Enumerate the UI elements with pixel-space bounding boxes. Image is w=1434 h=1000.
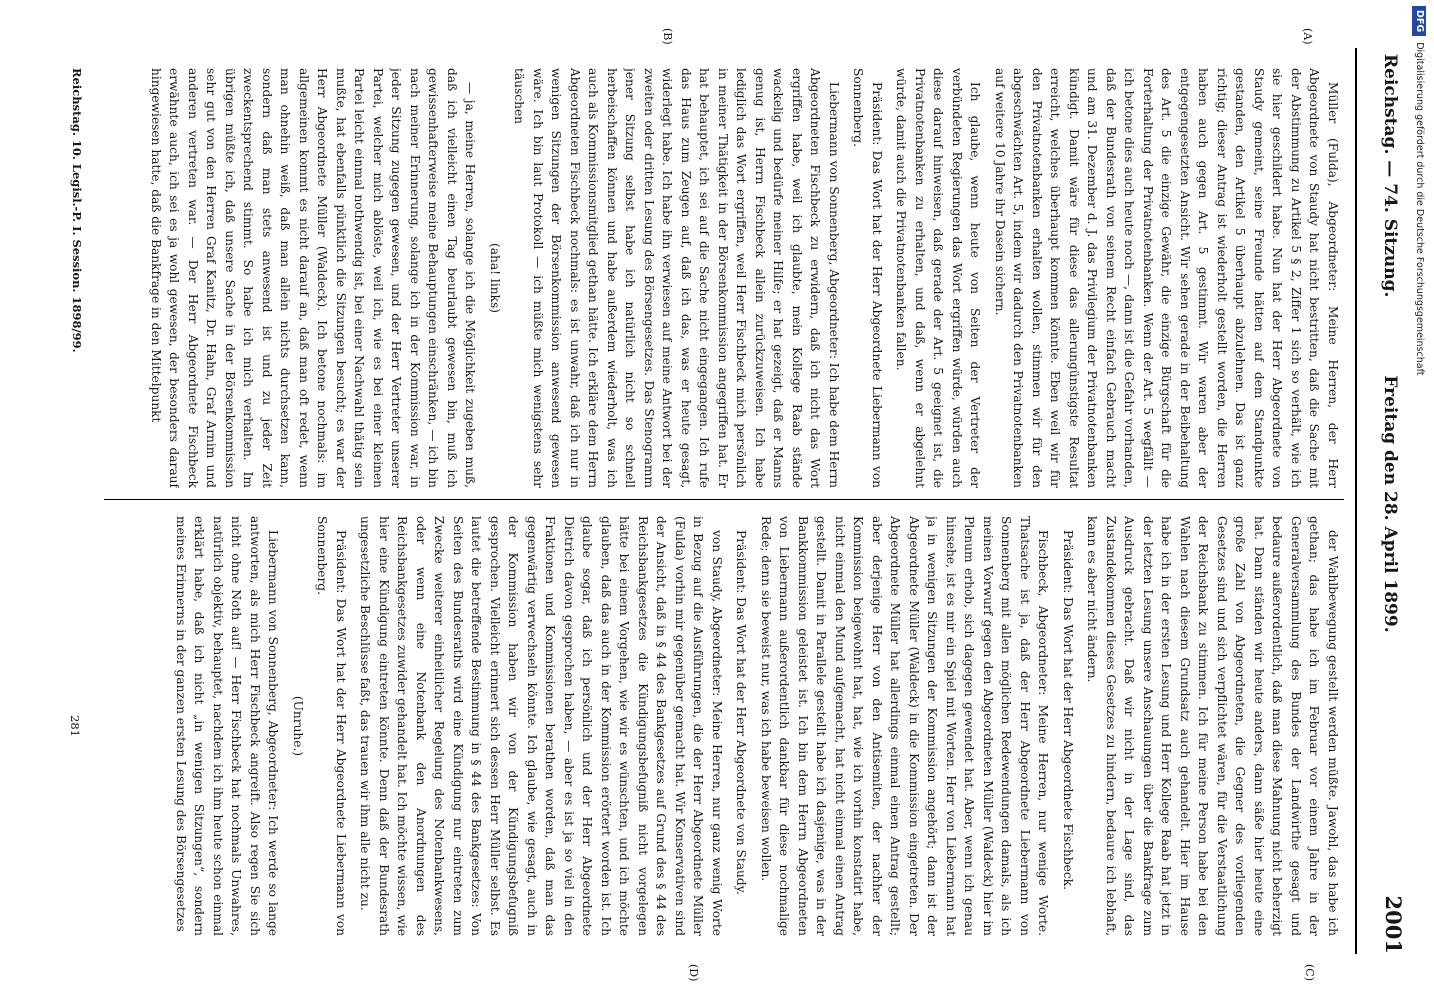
paragraph: Präsident: Das Wort hat der Herr Abgeordnete Liebermann von Sonnenberg. (315, 516, 348, 936)
paragraph: Liebermann von Sonnenberg, Abgeordneter: Ich habe dem Herrn Abgeordneten Fischbeck zu erwidern, daß ich nicht das Wort ergriffen habe, weil ich glaubte, mein Kollege Raab stände wackelig und bedürfe meiner Hilfe; er hat gezeigt, daß er Manns genug ist, Herrn Fischbeck allein zurückzuweisen. Ich habe lediglich das Wort ergriffen, weil Herr Fischbeck mich persönlich in meiner Thätigkeit in der Börsenkommission angegriffen hat. Er hat behauptet, ich sei auf die Sache nicht eingegangen. Ich rufe das Haus zum Zeugen auf, daß ich das, was er heute gesagt, widerlegt habe. Ich habe ihn verwiesen auf meine Antwort bei der zweiten oder dritten Lesung des Börsengesetzes. Das Stenogramm jener Sitzung selbst habe ich natürlich nicht so schnell herbeischaffen können und habe außerdem wiederholt, was ich auch als Kommissionsmitglied gethan hätte. Ich erkläre dem Herrn Abgeordneten Fischbeck nochmals: es ist unwahr, daß ich nur in wenigen Sitzungen der Börsenkommission anwesend gewesen wäre. Ich bin laut Protokoll — ich müßte mich wenigstens sehr täuschen (512, 68, 841, 488)
interjection: (Unruhe.) (291, 695, 305, 757)
paragraph: — ja, meine Herren, solange ich die Möglichkeit zugeben muß, daß ich vielleicht einen Tag beurlaubt gewesen bin, muß ich gewissenhafterweise meine Behauptungen einschränken, — ich bin nach meiner Erinnerung, solange ich in der Kommission war, in jeder Sitzung zugegen gewesen, und der Herr Vertreter unserer Partei, welcher mich ablöste, weil ich, wie es bei einer kleinen Partei leicht einmal nothwendig ist, bei einer Nachwahl thätig sein mußte, hat ebenfalls pünktlich die Sitzungen besucht; es war der Herr Abgeordnete Müller (Waldeck). Ich betone nochmals: im allgemeinen kommt es nicht darauf an, daß man oft redet, wenn man ohnehin weiß, daß man allein nichts durchsetzen kann, sondern daß man stets anwesend ist und zu jeder Zeit zweckentsprechend stimmt. So habe ich mich verhalten. Im übrigen müßte ich, daß unsere Sache in der Börsenkommission sehr gut von den Herren Graf Kanitz, Dr. Hahn, Graf Arnim und anderen vertreten war. — Der Herr Abgeordnete Fischbeck erwähnte auch, ich sei es ja wohl gewesen, der besonders darauf hingewiesen hatte, daß die Bankfrage in den Mittelpunkt (149, 68, 478, 488)
paragraph: der Wahlbewegung gestellt werden müßte. Jawohl, das habe ich gethan; das habe ich im Februar vor einem Jahre in der Generalversammlung des Bundes der Landwirthe gesagt und bedaure außerordentlich, daß man diese Mahnung nicht beherzigt hat. Dann ständen wir heute anders, dann säße hier heute eine große Zahl von Abgeordneten, die Gegner des vorliegenden Gesetzes sind und sich verpflichtet wären, für die Verstaatlichung der Reichsbank zu stimmen. Ich für meine Person habe bei den Wahlen nach diesem Grundsatz auch gehandelt. Hier im Hause habe ich in der ersten Lesung und Herr Kollege Raab hat jetzt in der letzten Lesung unsere Anschauungen über die Bankfrage zum Ausdruck gebracht. Daß wir nicht in der Lage sind, das Zustandekommen dieses Gesetzes zu hindern, bedaure ich lebhaft, kann es aber nicht ändern. (1085, 516, 1340, 936)
paragraph: Ich glaube, wenn heute von Seiten der Vertreter der verbündeten Regierungen das Wort ergriffen würde, würden auch diese darauf hinweisen, daß gerade der Art. 5 geeignet ist, die Privatnotenbanken zu erhalten, und daß, wenn er abgelehnt würde, damit auch die Privatnotenbanken fallen. (894, 68, 983, 488)
paragraph: Fischbeck, Abgeordneter: Meine Herren, nur wenige Worte. Thatsache ist ja, daß der Herr Abgeordnete Liebermann von Sonnenberg mit allen möglichen Redewendungen damals, als ich meinen Vorwurf gegen den Abgeordneten Müller (Waldeck) hier im Plenum erhob, sich dagegen gewendet hat. Aber, wenn ich genau hinsehe, ist es mir ein Spiel mit Worten. Herr von Liebermann hat ja in wenigen Sitzungen der Kommission angehört; dann ist der Abgeordnete Müller (Waldeck) in die Kommission eingetreten. Der Abgeordnete Müller hat allerdings einmal einen Antrag gestellt; aber derjenige Herr von den Antisemiten, der nachher der Kommission beigewohnt hat, hat, wie ich vorhin konstatirt habe, nicht einmal den Mund aufgemacht, hat nicht einmal einen Antrag gestellt. Damit in Parallele gestellt habe ich dasjenige, was in der Bankkommission geleistet ist. Ich bin dem Herrn Abgeordneten von Liebermann außerordentlich dankbar für diese nochmalige Rede; denn sie beweist nur, was ich habe beweisen wollen. (759, 516, 1051, 936)
header-page-number: 2001 (1381, 895, 1406, 954)
dfg-logo: DFG (1412, 6, 1426, 36)
dfg-notice-text-wrap (1408, 6, 1430, 566)
column-divider (104, 499, 1344, 500)
paragraph: Liebermann von Sonnenberg, Abgeordneter: Ich werde so lange antworten, als mich Herr Fischbeck angreift. Also regen Sie sich nicht ohne Noth auf! — Herr Fischbeck hat nochmals Unwahres, natürlich objektiv, behauptet, nachdem ich ihm heute schon einmal erklärt habe, daß ich nicht „in wenigen Sitzungen“, sondern meines Erinnerns in der ganzen ersten Lesung des Börsengesetzes (174, 516, 281, 936)
margin-marker-d: (D) (687, 964, 700, 982)
margin-marker-a: (A) (1301, 28, 1314, 45)
dfg-notice-text: Digitalisierung gefördert durch die Deutsche Forschungsgemeinschaft (1414, 42, 1425, 376)
header-left: Reichstag. — 74. Sitzung. (1380, 54, 1400, 298)
paragraph: Präsident: Das Wort hat der Herr Abgeordnete von Staudy. (734, 530, 749, 895)
margin-marker-c: (C) (1303, 964, 1316, 981)
right-column (92, 516, 1342, 936)
footer-signature: Reichstag. 10. Legisl.-P. I. Session. 1898/99. (70, 68, 84, 353)
running-header (1362, 54, 1414, 954)
dfg-notice (1408, 6, 1430, 566)
header-date: Freitag den 28. April 1899. (1380, 375, 1400, 633)
paragraph: Müller (Fulda), Abgeordneter: Meine Herren, der Herr Abgeordnete von Staudy hat nicht bestritten, daß die Sache mit der Abstimmung zu Artikel 5 § 2, Ziffer 1 sich so verhält, wie ich sie hier geschildert habe. Nun hat der Herr Abgeordnete von Staudy gemeint, seine Freunde hätten auf dem Standpunkte gestanden, den Artikel 5 überhaupt abzulehnen. Das ist ganz richtig; dieser Antrag ist wiederholt gestellt worden, die Herren haben auch gegen Art. 5 gestimmt. Wir waren aber der entgegengesetzten Ansicht. Wir sehen gerade in der Beibehaltung des Art. 5 die einzige Gewähr, die einzige Bürgschaft für die Forterhaltung der Privatnotenbanken. Wenn der Art. 5 wegfällt — ich betone dies auch heute noch —, dann ist die Gefahr vorhanden, daß der Bundesrath von seinem Recht einfach Gebrauch macht und am 31. Dezember d. J. das Privilegium der Privatnotenbanken kündigt. Damit wäre für diese das allerungünstigste Resultat erreicht, welches überhaupt kommen könnte. Eben weil wir für den Privatnotenbanken erhalten wollen, stimmen wir für den abgeschwächten Art. 5, indem wir dadurch den Privatnotenbanken auf weitere 10 Jahre ihr Dasein sichern. (993, 68, 1340, 488)
interjection: (aha! links) (488, 243, 502, 313)
left-column (92, 68, 1342, 488)
paragraph: Präsident: Das Wort hat der Herr Abgeordnete Liebermann von Sonnenberg. (851, 68, 884, 488)
footer-page-number: 281 (68, 715, 82, 737)
paragraph: Präsident: Das Wort hat der Herr Abgeordnete Fischbeck. (1061, 530, 1075, 890)
margin-marker-b: (B) (661, 28, 674, 45)
header-rule (1355, 48, 1357, 954)
paragraph: von Staudy, Abgeordneter: Meine Herren, nur ganz wenig Worte in Bezug auf die Ausführungen, die der Herr Abgeordnete Müller (Fulda) vorhin mir gegenüber gemacht hat. Wir Konservativen sind der Ansicht, daß in § 44 des Bankgesetzes auf Grund des § 44 des Reichsbankgesetzes die Kündigungsbefugniß nicht vorgelegen hätte bei einem Vorgehen, wie wir es wünschten, und ich möchte glauben, daß das auch in der Kommission erörtert worden ist. Ich glaube sogar, daß ich persönlich und der Herr Abgeordnete Dietrich davon gesprochen haben, — aber es ist ja so viel in den Fraktionen und Kommissionen berathen worden, daß man das gegenwärtig verwechseln könnte. Ich glaube, wie gesagt, auch in der Kommission haben wir von der Kündigungsbefugniß gesprochen. Vielleicht erinnert sich dessen Herr Müller selbst. Es lautet die betreffende Bestimmung in § 44 des Bankgesetzes: Von Seiten des Bundesraths wird eine Kündigung nur eintreten zum Zwecke weiterer einheitlicher Regelung des Notenbankwesens, oder wenn eine Notenbank den Anordnungen des Reichsbankgesetzes zuwider gehandelt hat. Ich möchte wissen, wie hier eine Kündigung eintreten könnte. Denn daß der Bundesrath ungesetzliche Beschlüsse faßt, das trauen wir ihm alle nicht zu. (358, 516, 724, 936)
